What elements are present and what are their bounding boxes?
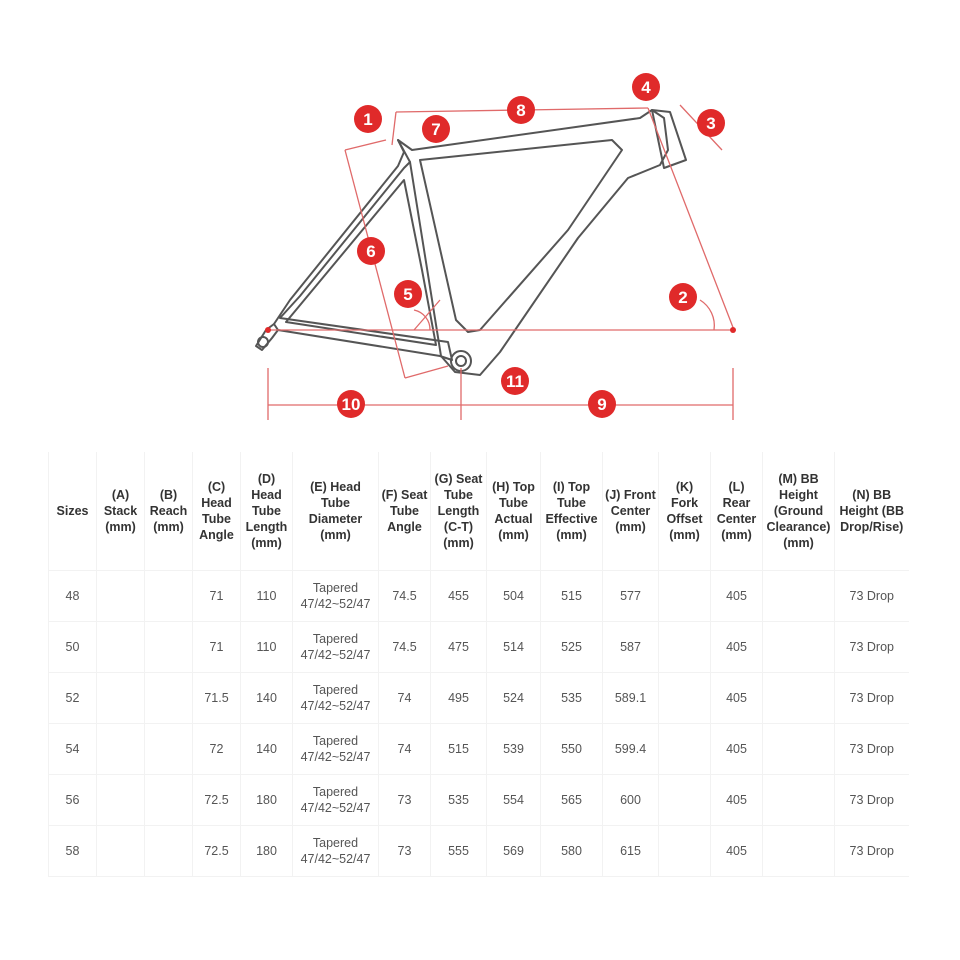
marker-9 — [588, 390, 616, 418]
cell-reach — [145, 622, 193, 673]
svg-text:2: 2 — [678, 288, 688, 307]
svg-text:5: 5 — [403, 285, 413, 304]
cell-top-tube-actual: 539 — [487, 724, 541, 775]
cell-top-tube-effective: 515 — [541, 571, 603, 622]
cell-rear-center: 405 — [711, 622, 763, 673]
cell-seat-tube-angle: 74 — [379, 724, 431, 775]
cell-stack — [97, 571, 145, 622]
cell-top-tube-effective: 550 — [541, 724, 603, 775]
header-bb-drop: (N) BB Height (BB Drop/Rise) — [835, 452, 909, 571]
cell-seat-tube-length: 475 — [431, 622, 487, 673]
svg-text:1: 1 — [363, 110, 373, 129]
cell-head-tube-diameter: Tapered 47/42~52/47 — [293, 673, 379, 724]
cell-bb-drop: 73 Drop — [835, 673, 909, 724]
cell-size: 54 — [49, 724, 97, 775]
cell-front-center: 615 — [603, 826, 659, 877]
cell-seat-tube-angle: 73 — [379, 775, 431, 826]
cell-front-center: 589.1 — [603, 673, 659, 724]
frame-geometry-diagram — [0, 0, 960, 440]
marker-7 — [422, 115, 450, 143]
cell-bb-height-ground — [763, 673, 835, 724]
cell-fork-offset — [659, 673, 711, 724]
header-top-tube-effective: (I) Top Tube Effective (mm) — [541, 452, 603, 571]
cell-stack — [97, 826, 145, 877]
cell-reach — [145, 775, 193, 826]
cell-head-tube-diameter: Tapered 47/42~52/47 — [293, 775, 379, 826]
cell-size: 50 — [49, 622, 97, 673]
cell-head-tube-angle: 71 — [193, 622, 241, 673]
geometry-table — [48, 452, 909, 877]
svg-text:8: 8 — [516, 101, 526, 120]
svg-text:9: 9 — [597, 395, 607, 414]
cell-seat-tube-length: 515 — [431, 724, 487, 775]
marker-2 — [669, 283, 697, 311]
cell-head-tube-length: 180 — [241, 826, 293, 877]
marker-6 — [357, 237, 385, 265]
cell-size: 48 — [49, 571, 97, 622]
marker-5 — [394, 280, 422, 308]
svg-text:11: 11 — [506, 372, 524, 391]
cell-fork-offset — [659, 724, 711, 775]
table-row — [49, 571, 909, 622]
cell-head-tube-angle: 72.5 — [193, 775, 241, 826]
cell-bb-drop: 73 Drop — [835, 571, 909, 622]
cell-seat-tube-angle: 74 — [379, 673, 431, 724]
table-row — [49, 775, 909, 826]
cell-size: 58 — [49, 826, 97, 877]
cell-stack — [97, 724, 145, 775]
cell-reach — [145, 724, 193, 775]
cell-seat-tube-length: 495 — [431, 673, 487, 724]
cell-seat-tube-length: 555 — [431, 826, 487, 877]
cell-reach — [145, 571, 193, 622]
cell-stack — [97, 673, 145, 724]
cell-head-tube-length: 140 — [241, 724, 293, 775]
cell-head-tube-length: 110 — [241, 622, 293, 673]
cell-fork-offset — [659, 775, 711, 826]
cell-fork-offset — [659, 571, 711, 622]
header-head-tube-diameter: (E) Head Tube Diameter (mm) — [293, 452, 379, 571]
cell-size: 52 — [49, 673, 97, 724]
cell-stack — [97, 622, 145, 673]
cell-head-tube-diameter: Tapered 47/42~52/47 — [293, 826, 379, 877]
cell-top-tube-effective: 580 — [541, 826, 603, 877]
header-fork-offset: (K) Fork Offset (mm) — [659, 452, 711, 571]
cell-top-tube-effective: 525 — [541, 622, 603, 673]
cell-bb-height-ground — [763, 622, 835, 673]
cell-front-center: 577 — [603, 571, 659, 622]
cell-top-tube-actual: 569 — [487, 826, 541, 877]
svg-text:3: 3 — [706, 114, 716, 133]
cell-head-tube-length: 110 — [241, 571, 293, 622]
table-row — [49, 622, 909, 673]
header-rear-center: (L) Rear Center (mm) — [711, 452, 763, 571]
cell-bb-drop: 73 Drop — [835, 775, 909, 826]
cell-rear-center: 405 — [711, 826, 763, 877]
bike-frame-outline — [256, 110, 686, 375]
cell-stack — [97, 775, 145, 826]
cell-seat-tube-angle: 74.5 — [379, 622, 431, 673]
cell-fork-offset — [659, 622, 711, 673]
cell-head-tube-diameter: Tapered 47/42~52/47 — [293, 571, 379, 622]
cell-head-tube-length: 180 — [241, 775, 293, 826]
cell-head-tube-diameter: Tapered 47/42~52/47 — [293, 622, 379, 673]
cell-bb-drop: 73 Drop — [835, 826, 909, 877]
header-sizes: Sizes — [49, 452, 97, 571]
svg-text:10: 10 — [341, 395, 361, 414]
header-head-tube-length: (D) Head Tube Length (mm) — [241, 452, 293, 571]
cell-front-center: 587 — [603, 622, 659, 673]
cell-bb-height-ground — [763, 571, 835, 622]
cell-seat-tube-angle: 73 — [379, 826, 431, 877]
cell-rear-center: 405 — [711, 673, 763, 724]
cell-top-tube-actual: 514 — [487, 622, 541, 673]
marker-11 — [501, 367, 529, 395]
svg-text:7: 7 — [431, 120, 441, 139]
cell-seat-tube-angle: 74.5 — [379, 571, 431, 622]
cell-bb-drop: 73 Drop — [835, 724, 909, 775]
marker-3 — [697, 109, 725, 137]
cell-reach — [145, 673, 193, 724]
header-seat-tube-angle: (F) Seat Tube Angle — [379, 452, 431, 571]
cell-bb-drop: 73 Drop — [835, 622, 909, 673]
marker-8 — [507, 96, 535, 124]
table-header-row — [49, 452, 909, 571]
cell-top-tube-actual: 524 — [487, 673, 541, 724]
front-axle-point — [730, 327, 736, 333]
header-head-tube-angle: (C) Head Tube Angle — [193, 452, 241, 571]
cell-head-tube-length: 140 — [241, 673, 293, 724]
cell-fork-offset — [659, 826, 711, 877]
header-top-tube-actual: (H) Top Tube Actual (mm) — [487, 452, 541, 571]
cell-top-tube-actual: 554 — [487, 775, 541, 826]
cell-bb-height-ground — [763, 826, 835, 877]
cell-size: 56 — [49, 775, 97, 826]
header-reach: (B) Reach (mm) — [145, 452, 193, 571]
marker-1 — [354, 105, 382, 133]
cell-seat-tube-length: 455 — [431, 571, 487, 622]
rear-axle-point — [265, 327, 271, 333]
cell-bb-height-ground — [763, 775, 835, 826]
table-row — [49, 826, 909, 877]
marker-10 — [337, 390, 365, 418]
cell-head-tube-angle: 71.5 — [193, 673, 241, 724]
cell-head-tube-angle: 71 — [193, 571, 241, 622]
cell-front-center: 600 — [603, 775, 659, 826]
cell-top-tube-actual: 504 — [487, 571, 541, 622]
cell-bb-height-ground — [763, 724, 835, 775]
table-row — [49, 673, 909, 724]
cell-seat-tube-length: 535 — [431, 775, 487, 826]
cell-rear-center: 405 — [711, 775, 763, 826]
cell-top-tube-effective: 535 — [541, 673, 603, 724]
cell-head-tube-angle: 72.5 — [193, 826, 241, 877]
cell-head-tube-diameter: Tapered 47/42~52/47 — [293, 724, 379, 775]
table-row — [49, 724, 909, 775]
marker-4 — [632, 73, 660, 101]
cell-top-tube-effective: 565 — [541, 775, 603, 826]
svg-text:4: 4 — [641, 78, 651, 97]
header-stack: (A) Stack (mm) — [97, 452, 145, 571]
cell-rear-center: 405 — [711, 571, 763, 622]
cell-rear-center: 405 — [711, 724, 763, 775]
cell-reach — [145, 826, 193, 877]
header-front-center: (J) Front Center (mm) — [603, 452, 659, 571]
header-bb-height-ground: (M) BB Height (Ground Clearance) (mm) — [763, 452, 835, 571]
cell-head-tube-angle: 72 — [193, 724, 241, 775]
cell-front-center: 599.4 — [603, 724, 659, 775]
header-seat-tube-length: (G) Seat Tube Length (C-T) (mm) — [431, 452, 487, 571]
table-body — [49, 571, 909, 877]
svg-text:6: 6 — [366, 242, 376, 261]
